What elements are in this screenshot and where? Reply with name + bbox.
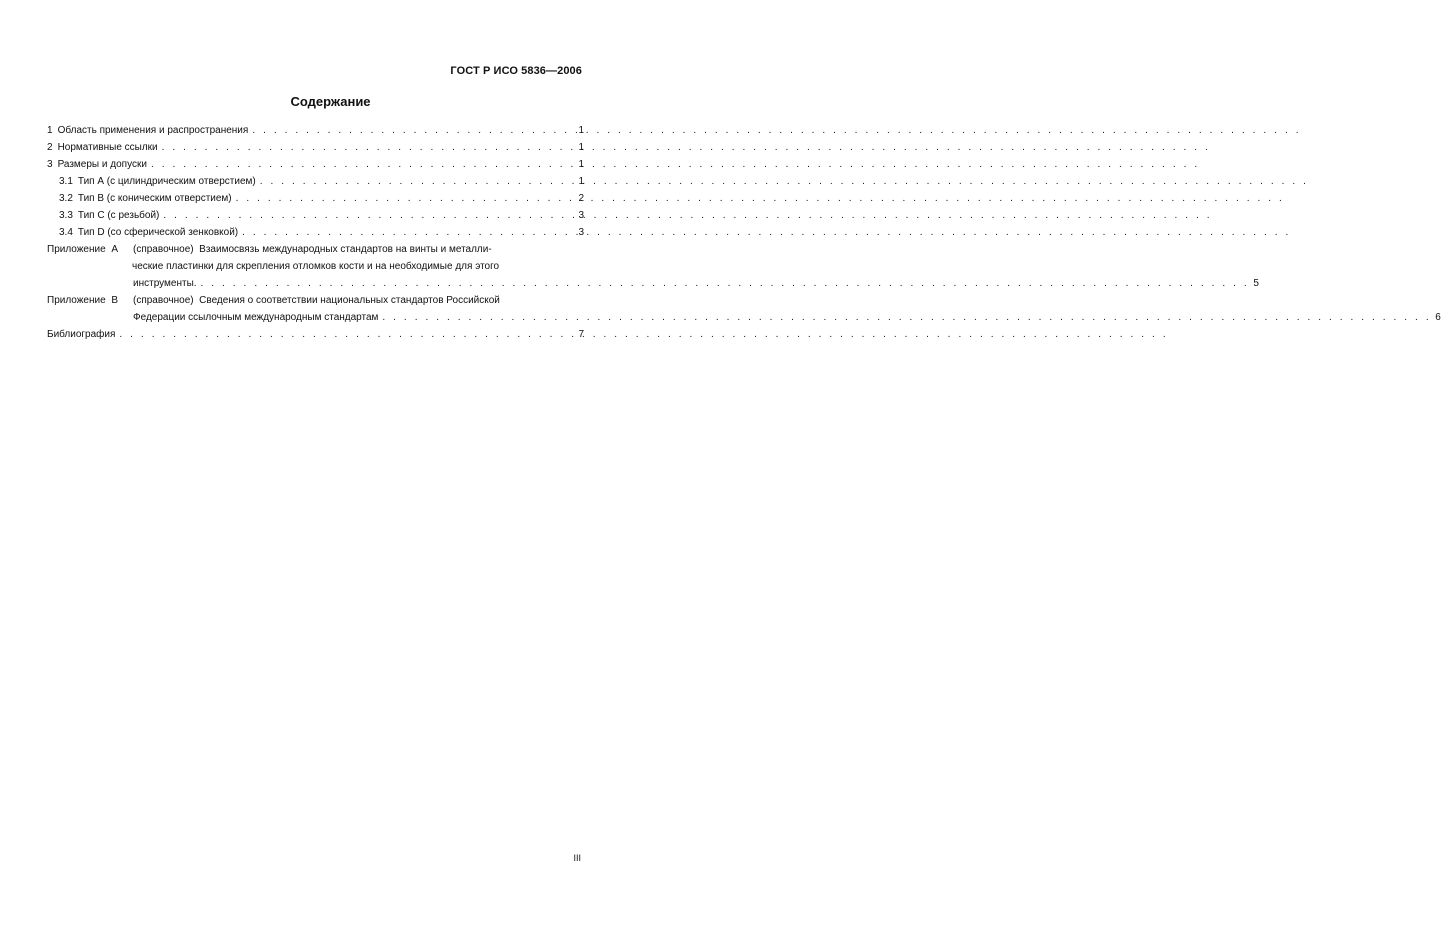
toc-entry-number: 1 <box>47 125 53 136</box>
annex-title-line-2: Федерации ссылочным международным стандартам <box>133 312 379 323</box>
toc-entry-page: 1 <box>578 125 584 136</box>
toc-annex-b[interactable] <box>47 292 1441 326</box>
toc-entry-title: Тип В (с коническим отверстием) <box>77 193 232 204</box>
toc-entry-page: 3 <box>578 210 584 221</box>
toc-entry-title: Размеры и допуски <box>57 159 147 170</box>
toc-entry[interactable] <box>47 139 584 156</box>
dot-leader <box>151 156 575 173</box>
dot-leader <box>162 139 575 156</box>
toc-entry-number: 3 <box>47 159 53 170</box>
toc-subentry[interactable] <box>47 190 584 207</box>
toc-entry-title: Тип С (с резьбой) <box>77 210 160 221</box>
toc-bibliography[interactable] <box>47 326 584 343</box>
toc-entry-title: Тип А (с цилиндрическим отверстием) <box>77 176 256 187</box>
table-of-contents <box>47 122 1441 343</box>
toc-entry-title: Нормативные ссылки <box>57 142 158 153</box>
annex-title-line-2: ческие пластинки для скрепления отломков кости и на необходимые для этого <box>132 261 500 272</box>
toc-subentry[interactable] <box>47 224 584 241</box>
annex-kind: (справочное) <box>133 244 194 255</box>
annex-label: Приложение В <box>47 295 119 306</box>
toc-entry-title: Библиография <box>47 329 116 340</box>
toc-entry-page: 1 <box>578 176 584 187</box>
toc-subentry[interactable] <box>47 207 584 224</box>
toc-entry-number: 3.3 <box>59 210 73 221</box>
annex-title-line-1: Сведения о соответствии национальных стандартов Российской <box>199 295 500 306</box>
dot-leader <box>260 173 575 190</box>
toc-title: Содержание <box>290 94 371 109</box>
toc-entry-number: 3.1 <box>59 176 73 187</box>
toc-entry-number: 3.4 <box>59 227 73 238</box>
toc-entry-number: 2 <box>47 142 53 153</box>
toc-annex-a[interactable] <box>47 241 1259 292</box>
annex-title-line-1: Взаимосвязь международных стандартов на винты и металли- <box>199 244 492 255</box>
toc-entry-page: 7 <box>578 329 584 340</box>
dot-leader <box>201 275 1250 292</box>
dot-leader <box>119 326 574 343</box>
dot-leader <box>252 122 574 139</box>
toc-entry-title: Область применения и распространения <box>57 125 249 136</box>
toc-entry[interactable] <box>47 156 584 173</box>
page-number: III <box>573 853 581 863</box>
dot-leader <box>163 207 574 224</box>
document-code: ГОСТ Р ИСО 5836—2006 <box>450 65 582 77</box>
annex-title-line-3: инструменты. <box>133 278 197 289</box>
toc-entry-page: 6 <box>1435 312 1441 323</box>
dot-leader <box>236 190 575 207</box>
toc-entry-title: Тип D (со сферической зенковкой) <box>77 227 239 238</box>
annex-kind: (справочное) <box>133 295 194 306</box>
toc-entry-page: 3 <box>578 227 584 238</box>
toc-entry-page: 1 <box>578 159 584 170</box>
annex-label: Приложение А <box>47 244 119 255</box>
dot-leader <box>382 309 1431 326</box>
toc-entry-page: 5 <box>1253 278 1259 289</box>
toc-entry[interactable] <box>47 122 584 139</box>
dot-leader <box>242 224 574 241</box>
toc-entry-page: 1 <box>578 142 584 153</box>
toc-entry-page: 2 <box>578 193 584 204</box>
toc-entry-number: 3.2 <box>59 193 73 204</box>
toc-subentry[interactable] <box>47 173 584 190</box>
